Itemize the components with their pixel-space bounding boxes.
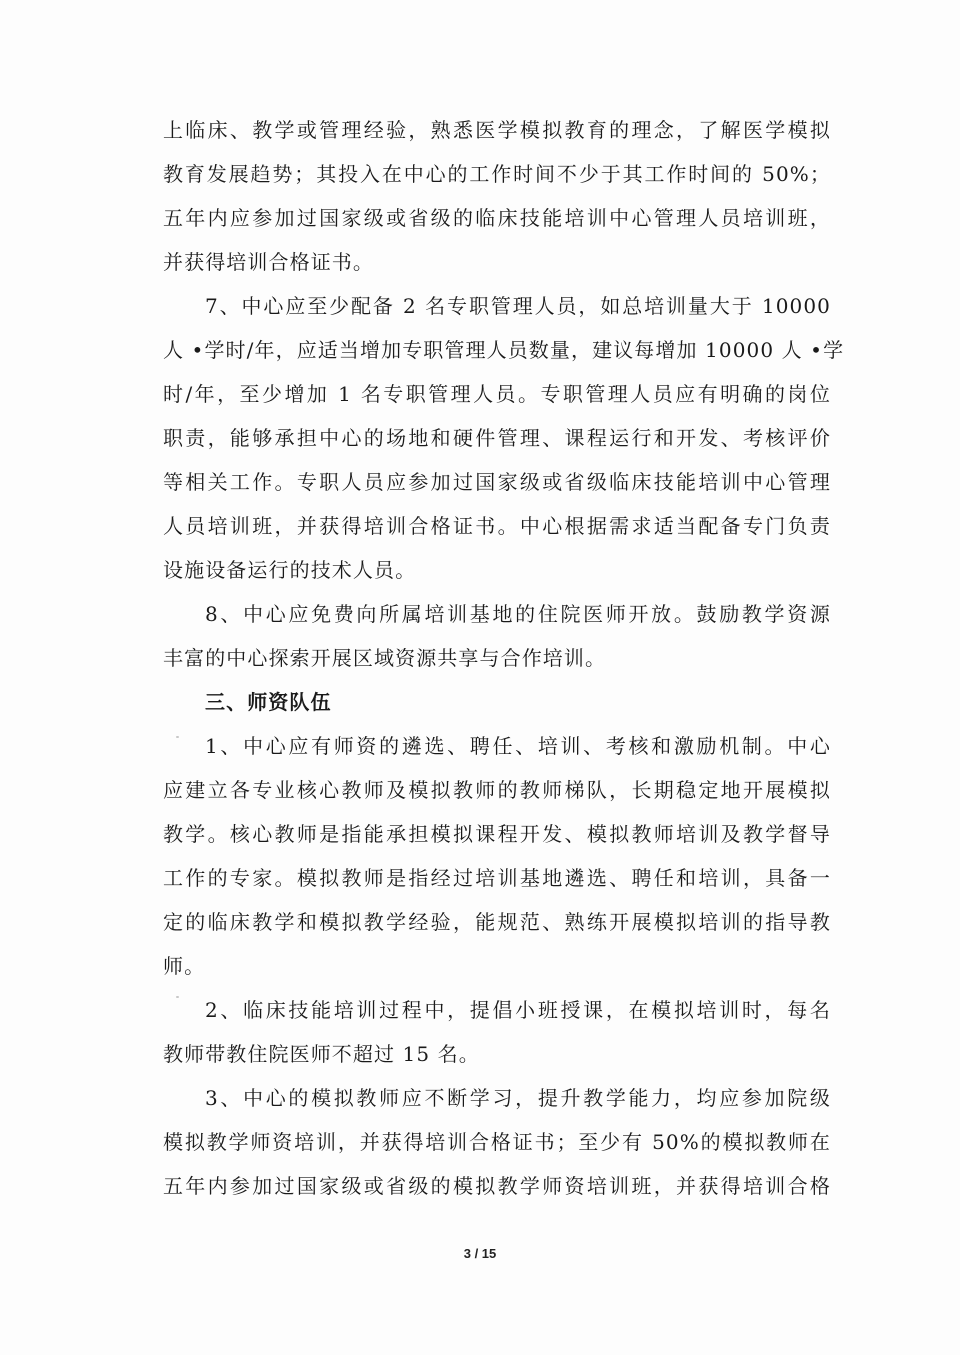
text-line: 2、临床技能培训过程中，提倡小班授课，在模拟培训时，每名 <box>205 998 831 1022</box>
text-line: 等相关工作。专职人员应参加过国家级或省级临床技能培训中心管理 <box>163 470 831 494</box>
text-line: 丰富的中心探索开展区域资源共享与合作培训。 <box>163 646 607 670</box>
text-line: 8、中心应免费向所属培训基地的住院医师开放。鼓励教学资源 <box>205 602 831 626</box>
text-line: 并获得培训合格证书。 <box>163 250 374 274</box>
text-line: 教育发展趋势；其投入在中心的工作时间不少于其工作时间的 50%； <box>163 162 831 186</box>
text-line: 定的临床教学和模拟教学经验，能规范、熟练开展模拟培训的指导教 <box>163 910 831 934</box>
text-line: 五年内应参加过国家级或省级的临床技能培训中心管理人员培训班， <box>163 206 831 230</box>
scan-speck <box>176 736 179 738</box>
text-line: 教学。核心教师是指能承担模拟课程开发、模拟教师培训及教学督导 <box>163 822 831 846</box>
document-body <box>163 108 845 1208</box>
text-line: 1、中心应有师资的遴选、聘任、培训、考核和激励机制。中心 <box>205 734 831 758</box>
text-line: 人员培训班，并获得培训合格证书。中心根据需求适当配备专门负责 <box>163 514 831 538</box>
text-line: 上临床、教学或管理经验，熟悉医学模拟教育的理念，了解医学模拟 <box>163 118 831 142</box>
text-line: 师。 <box>163 954 206 978</box>
text-line: 人 •学时/年，应适当增加专职管理人员数量，建议每增加 10000 人 •学 <box>163 338 845 362</box>
text-line: 工作的专家。模拟教师是指经过培训基地遴选、聘任和培训，具备一 <box>163 866 831 890</box>
text-line: 时/年，至少增加 1 名专职管理人员。专职管理人员应有明确的岗位 <box>163 382 831 406</box>
text-line: 教师带教住院医师不超过 15 名。 <box>163 1042 480 1066</box>
section-heading: 三、师资队伍 <box>205 690 332 714</box>
page-number: 3 / 15 <box>463 1246 497 1261</box>
text-line: 职责，能够承担中心的场地和硬件管理、课程运行和开发、考核评价 <box>163 426 831 450</box>
text-line: 7、中心应至少配备 2 名专职管理人员，如总培训量大于 10000 <box>205 294 831 318</box>
text-line: 应建立各专业核心教师及模拟教师的教师梯队，长期稳定地开展模拟 <box>163 778 831 802</box>
text-line: 模拟教学师资培训，并获得培训合格证书；至少有 50%的模拟教师在 <box>163 1130 831 1154</box>
text-line: 五年内参加过国家级或省级的模拟教学师资培训班，并获得培训合格 <box>163 1174 831 1198</box>
scan-speck <box>176 996 179 998</box>
text-line: 设施设备运行的技术人员。 <box>163 558 417 582</box>
text-line: 3、中心的模拟教师应不断学习，提升教学能力，均应参加院级 <box>205 1086 831 1110</box>
